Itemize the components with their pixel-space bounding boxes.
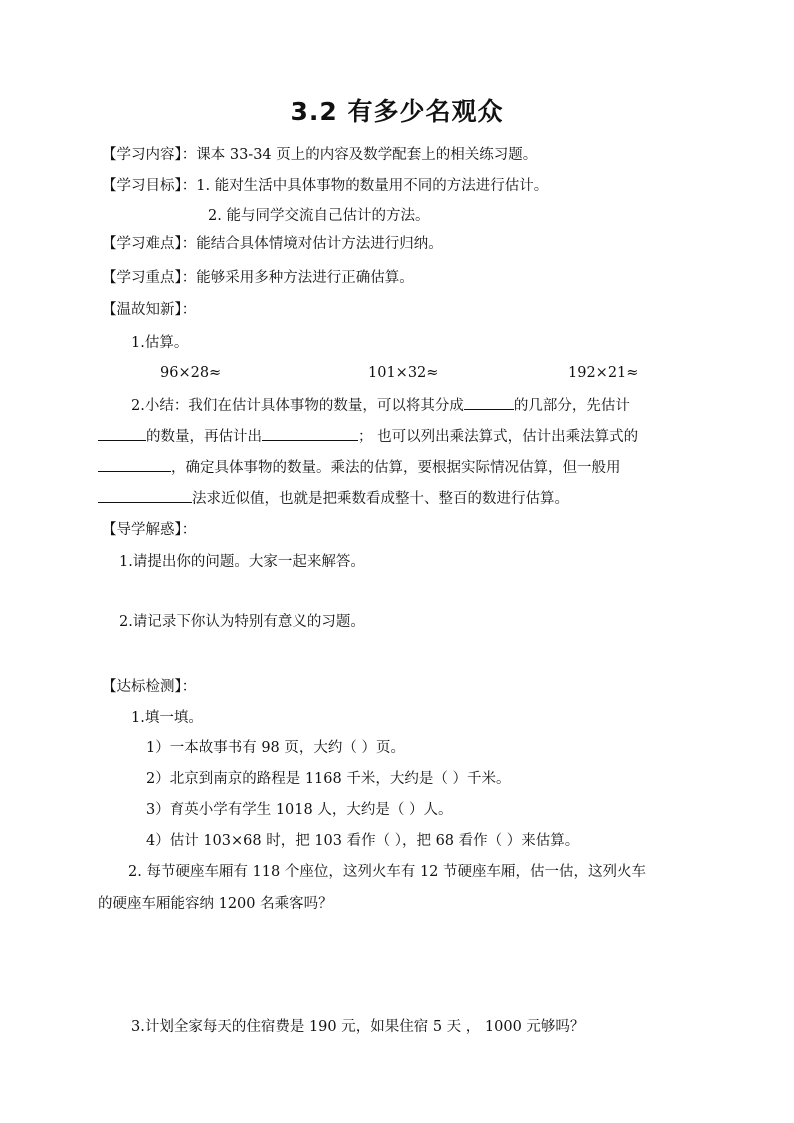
guide-item-1: 1.请提出你的问题。大家一起来解答。: [119, 554, 365, 570]
summary-text: ； 也可以列出乘法算式，估计出乘法算式的: [358, 429, 639, 445]
summary-text: 法求近似值，也就是把乘数看成整十、整百的数进行估算。: [192, 491, 569, 507]
summary-line-3: [98, 457, 621, 478]
summary-text: 的几部分，先估计: [513, 398, 630, 414]
summary-text: ，确定具体事物的数量。乘法的估算，要根据实际情况估算，但一般用: [171, 460, 621, 476]
guide-item-2: 2.请记录下你认为特别有意义的习题。: [119, 614, 365, 630]
goal-item-2: 2. 能与同学交流自己估计的方法。: [208, 208, 430, 224]
question-2-line-2: 的硬座车厢能容纳 1200 名乘客吗？: [98, 896, 333, 912]
summary-text: 2.小结：我们在估计具体事物的数量，可以将其分成: [131, 398, 464, 414]
difficulty-row: [102, 234, 443, 254]
fill-blank: [98, 426, 146, 441]
fill-question-2: 2）北京到南京的路程是 1168 千米，大约是（ ）千米。: [146, 771, 511, 787]
fill-question-3: 3）育英小学有学生 1018 人，大约是（ ）人。: [146, 802, 453, 818]
question-3: 3.计划全家每天的住宿费是 190 元，如果住宿 5 天 ， 1000 元够吗？: [131, 1019, 585, 1035]
difficulty-label: 【学习难点】：: [102, 236, 197, 252]
summary-line-2: [98, 426, 638, 447]
content-label: 【学习内容】：: [102, 147, 197, 163]
page-title: 3.2 有多少名观众: [290, 97, 504, 126]
fill-blank: [464, 395, 514, 410]
content-text: 课本 33-34 页上的内容及数学配套上的相关练习题。: [196, 147, 538, 163]
goals-row: [102, 176, 548, 196]
estimate-item-1: 96×28≈: [160, 365, 222, 381]
estimate-item-2: 101×32≈: [368, 365, 439, 381]
difficulty-text: 能结合具体情境对估计方法进行归纳。: [196, 236, 443, 252]
summary-line-1: [131, 395, 630, 416]
test-label: 【达标检测】：: [102, 679, 197, 695]
fill-question-1: 1）一本故事书有 98 页，大约（ ）页。: [146, 740, 406, 756]
goals-label: 【学习目标】：: [102, 178, 197, 194]
content-row: [102, 145, 537, 165]
review-q1-label: 1.估算。: [131, 335, 189, 351]
fill-blank: [98, 457, 171, 472]
guide-label: 【导学解惑】：: [102, 522, 197, 538]
question-2-line-1: 2. 每节硬座车厢有 118 个座位，这列火车有 12 节硬座车厢，估一估，这列火车: [128, 864, 647, 880]
key-points-label: 【学习重点】：: [102, 270, 197, 286]
review-label: 【温故知新】：: [102, 302, 197, 318]
estimate-item-3: 192×21≈: [568, 365, 639, 381]
fill-question-4: 4）估计 103×68 时，把 103 看作（ ），把 68 看作（ ）来估算。: [146, 833, 580, 849]
test-q1-label: 1.填一填。: [131, 710, 203, 726]
fill-blank: [262, 426, 358, 441]
summary-text: 的数量，再估计出: [146, 429, 262, 445]
key-points-row: [102, 268, 414, 288]
summary-line-4: [98, 488, 569, 509]
goal-item-1: 1. 能对生活中具体事物的数量用不同的方法进行估计。: [196, 178, 549, 194]
fill-blank: [98, 488, 192, 503]
key-points-text: 能够采用多种方法进行正确估算。: [196, 270, 414, 286]
